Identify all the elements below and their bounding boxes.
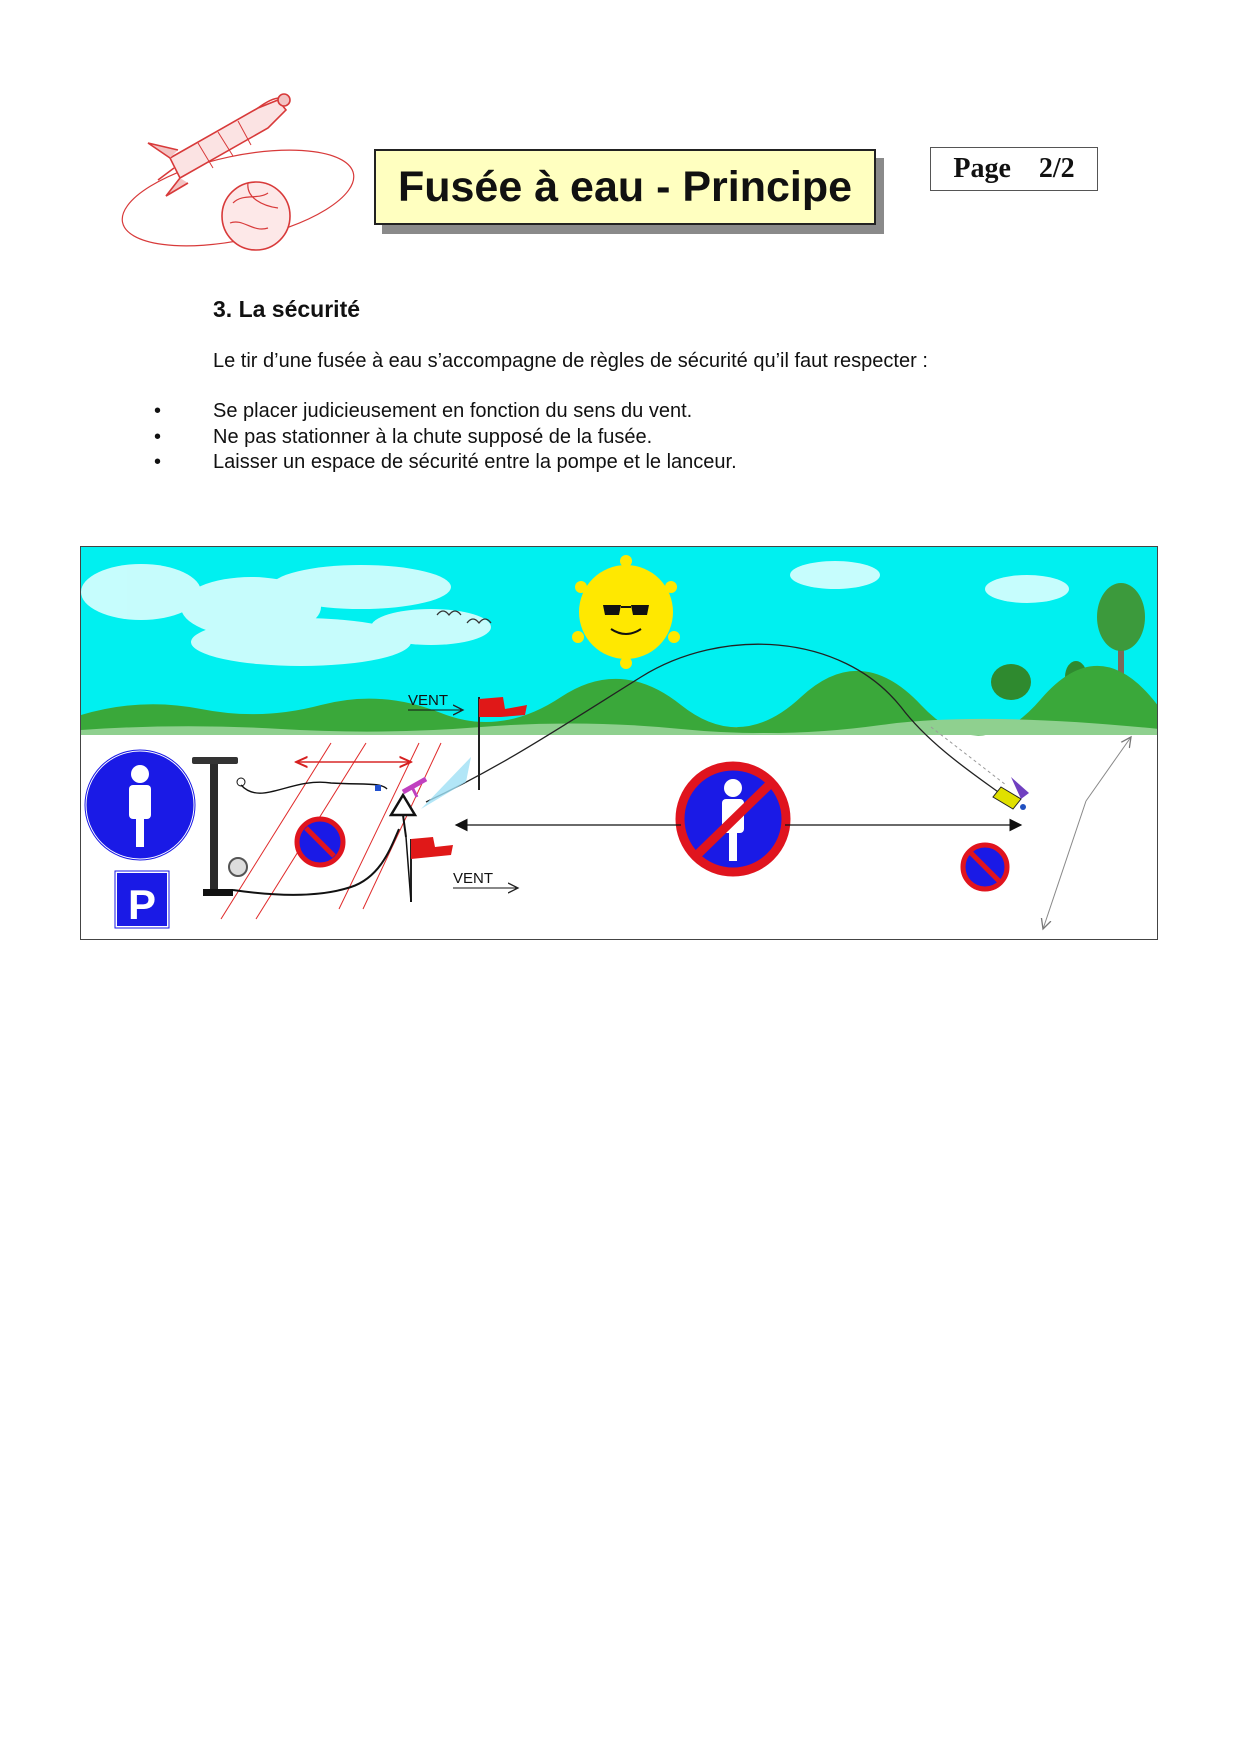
fall-zone-arrow-up bbox=[1086, 737, 1131, 801]
hose-connector bbox=[375, 785, 381, 791]
title-box bbox=[374, 149, 876, 225]
page-label: Page bbox=[953, 153, 1011, 184]
no-parking-sign bbox=[297, 819, 343, 865]
section-heading: 3. La sécurité bbox=[213, 296, 361, 322]
pump-hose-upper bbox=[241, 782, 387, 793]
list-item-text: Se placer judicieusement en fonction du sens du vent. bbox=[213, 400, 693, 422]
page-indicator bbox=[930, 147, 1098, 191]
safety-rules-list bbox=[150, 399, 737, 476]
wind-flag-top bbox=[479, 697, 527, 790]
wind-label-top: VENT bbox=[408, 692, 449, 709]
fall-zone-arrow-down bbox=[1043, 801, 1086, 929]
pump-icon bbox=[192, 757, 247, 896]
launcher-icon bbox=[391, 779, 426, 837]
rocket-earth-logo bbox=[118, 88, 358, 263]
page-number: 2/2 bbox=[1038, 153, 1075, 184]
list-item bbox=[150, 425, 737, 451]
no-pedestrian-sign bbox=[680, 766, 786, 872]
bullet-icon: • bbox=[154, 425, 162, 448]
list-item bbox=[150, 450, 737, 476]
falling-rocket-icon bbox=[993, 777, 1029, 810]
parking-letter: P bbox=[127, 881, 157, 928]
section-intro: Le tir d’une fusée à eau s’accompagne de règles de sécurité qu’il faut respecter : bbox=[213, 350, 928, 372]
list-item-text: Ne pas stationner à la chute supposé de la fusée. bbox=[213, 425, 653, 448]
fall-lines bbox=[931, 727, 1006, 785]
bullet-icon: • bbox=[154, 400, 162, 422]
document-title: Fusée à eau - Principe bbox=[397, 162, 853, 211]
bullet-icon: • bbox=[154, 451, 162, 473]
launch-field-drawing bbox=[81, 547, 1158, 940]
wind-flag-bottom bbox=[411, 837, 453, 902]
water-spray bbox=[421, 757, 471, 809]
pedestrian-zone-sign bbox=[85, 750, 195, 860]
no-parking-sign-right bbox=[963, 845, 1007, 889]
safety-illustration bbox=[80, 546, 1158, 940]
list-item-text: Laisser un espace de sécurité entre la pompe et le lanceur. bbox=[213, 451, 737, 473]
list-item bbox=[150, 399, 737, 425]
wind-label-bottom: VENT bbox=[453, 870, 494, 887]
